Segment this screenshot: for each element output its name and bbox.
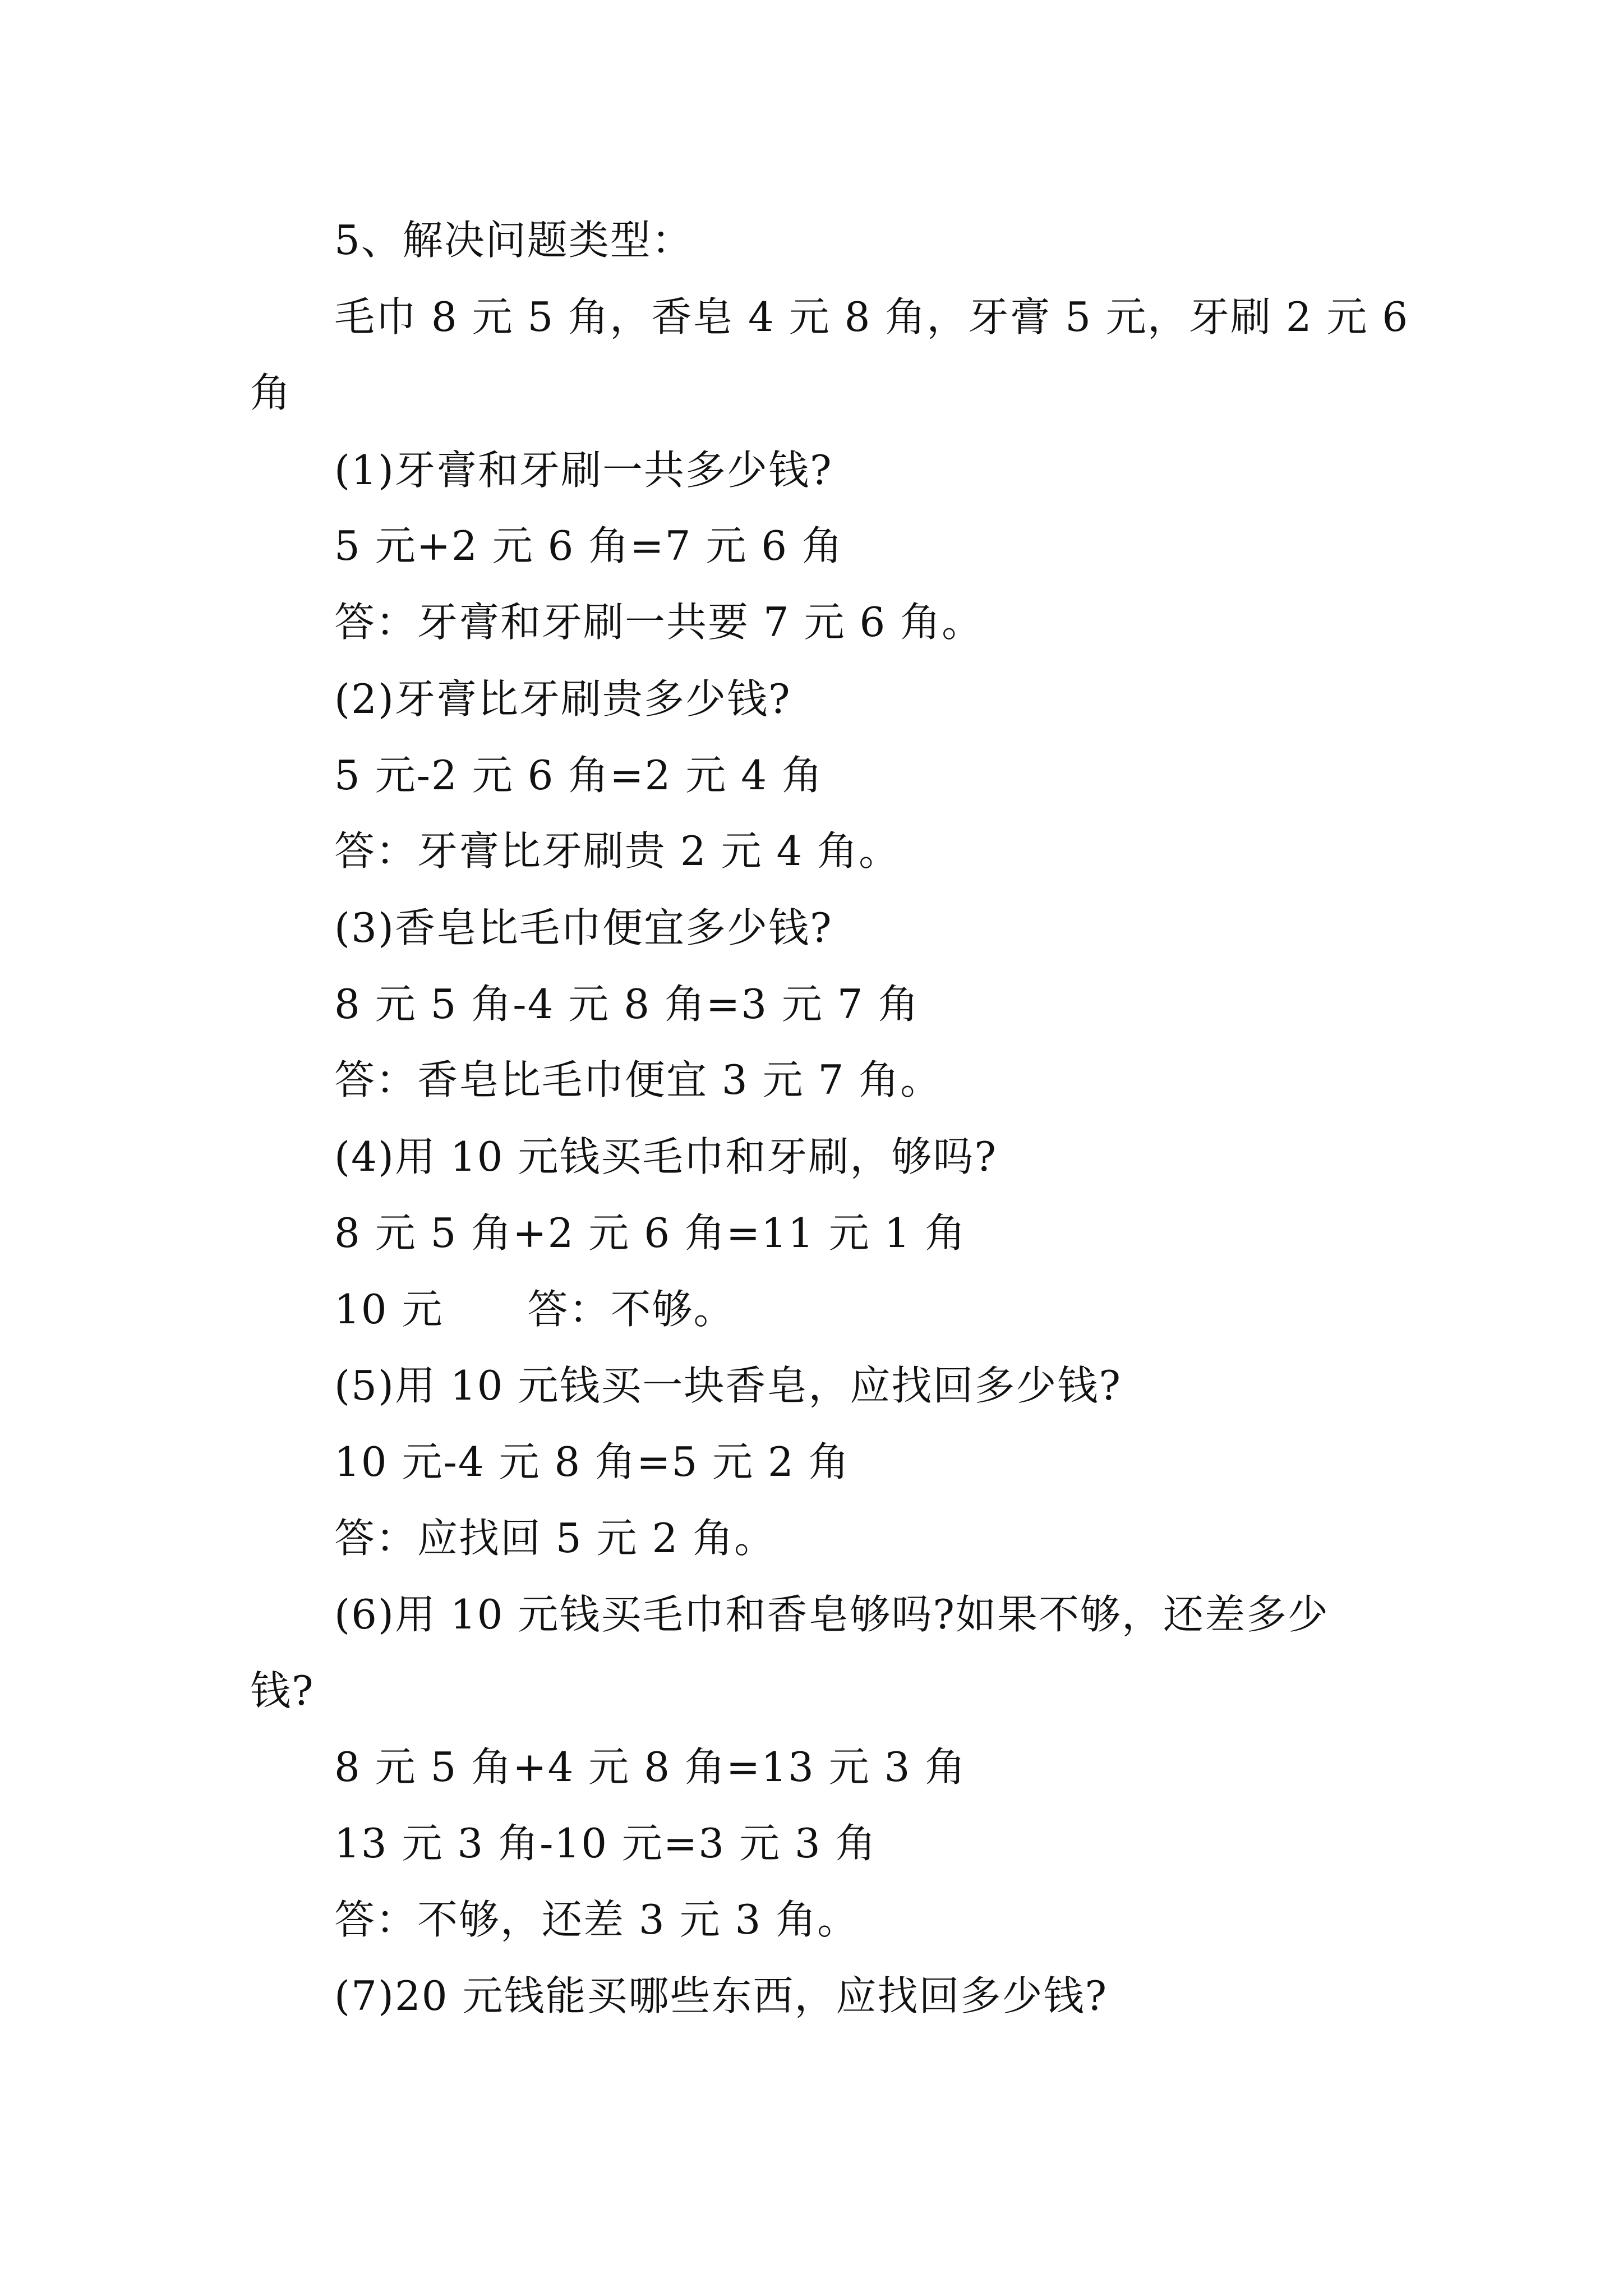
question-6-calculation-1: 8 元 5 角+4 元 8 角=13 元 3 角 bbox=[334, 1743, 967, 1791]
intro-line-2: 角 bbox=[250, 369, 292, 416]
question-3-answer: 答：香皂比毛巾便宜 3 元 7 角。 bbox=[334, 1056, 942, 1103]
question-4-comparison-line bbox=[334, 1281, 735, 1337]
question-3-calculation: 8 元 5 角-4 元 8 角=3 元 7 角 bbox=[334, 981, 920, 1028]
question-4-calculation: 8 元 5 角+2 元 6 角=11 元 1 角 bbox=[334, 1209, 967, 1257]
question-4-compare-value: 10 元 bbox=[334, 1286, 444, 1333]
question-7: (7)20 元钱能买哪些东西，应找回多少钱? bbox=[334, 1972, 1108, 2019]
question-6-line-2: 钱? bbox=[250, 1667, 315, 1714]
question-4-answer: 答：不够。 bbox=[527, 1286, 735, 1333]
question-6-calculation-2: 13 元 3 角-10 元=3 元 3 角 bbox=[334, 1820, 877, 1867]
intro-line-1: 毛巾 8 元 5 角，香皂 4 元 8 角，牙膏 5 元，牙刷 2 元 6 bbox=[334, 293, 1409, 341]
section-title: 5、解决问题类型： bbox=[334, 217, 693, 264]
question-1-calculation: 5 元+2 元 6 角=7 元 6 角 bbox=[334, 522, 843, 569]
question-2-calculation: 5 元-2 元 6 角=2 元 4 角 bbox=[334, 752, 823, 799]
question-5-answer: 答：应找回 5 元 2 角。 bbox=[334, 1515, 776, 1562]
question-2: (2)牙膏比牙刷贵多少钱? bbox=[334, 675, 791, 723]
question-6-answer: 答：不够，还差 3 元 3 角。 bbox=[334, 1896, 859, 1943]
question-4: (4)用 10 元钱买毛巾和牙刷，够吗? bbox=[334, 1133, 997, 1180]
question-2-answer: 答：牙膏比牙刷贵 2 元 4 角。 bbox=[334, 827, 901, 875]
question-1: (1)牙膏和牙刷一共多少钱? bbox=[334, 447, 833, 494]
question-3: (3)香皂比毛巾便宜多少钱? bbox=[334, 904, 833, 951]
question-5-calculation: 10 元-4 元 8 角=5 元 2 角 bbox=[334, 1438, 850, 1485]
question-6-line-1: (6)用 10 元钱买毛巾和香皂够吗?如果不够，还差多少 bbox=[334, 1591, 1329, 1638]
question-5: (5)用 10 元钱买一块香皂，应找回多少钱? bbox=[334, 1362, 1122, 1409]
question-1-answer: 答：牙膏和牙刷一共要 7 元 6 角。 bbox=[334, 599, 984, 646]
